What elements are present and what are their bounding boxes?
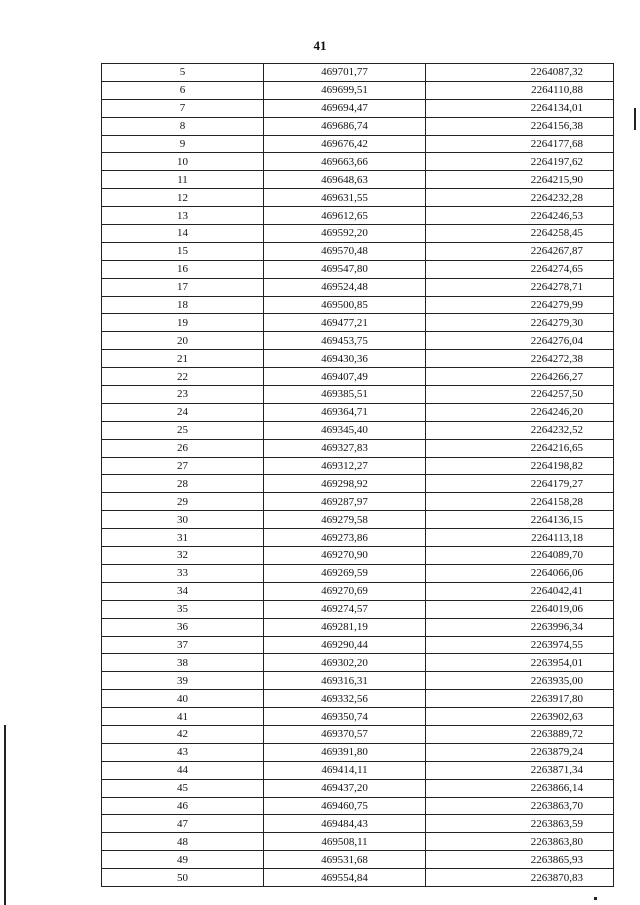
- table-row: [102, 153, 614, 171]
- point-number-cell: 25: [102, 421, 264, 439]
- x-coordinate-cell: 469453,75: [264, 332, 426, 350]
- x-coordinate-cell: 469547,80: [264, 260, 426, 278]
- point-number-cell: 16: [102, 260, 264, 278]
- table-row: [102, 815, 614, 833]
- x-coordinate-cell: 469270,90: [264, 547, 426, 565]
- y-coordinate-cell: 2264042,41: [426, 582, 614, 600]
- x-coordinate-cell: 469676,42: [264, 135, 426, 153]
- y-coordinate-cell: 2264215,90: [426, 171, 614, 189]
- x-coordinate-cell: 469290,44: [264, 636, 426, 654]
- y-coordinate-cell: 2263866,14: [426, 779, 614, 797]
- point-number-cell: 40: [102, 690, 264, 708]
- point-number-cell: 5: [102, 64, 264, 82]
- point-number-cell: 27: [102, 457, 264, 475]
- y-coordinate-cell: 2264279,30: [426, 314, 614, 332]
- point-number-cell: 38: [102, 654, 264, 672]
- table-row: [102, 332, 614, 350]
- table-row: [102, 189, 614, 207]
- table-row: [102, 779, 614, 797]
- x-coordinate-cell: 469274,57: [264, 600, 426, 618]
- point-number-cell: 14: [102, 225, 264, 243]
- table-row: [102, 582, 614, 600]
- table-row: [102, 117, 614, 135]
- x-coordinate-cell: 469364,71: [264, 403, 426, 421]
- point-number-cell: 30: [102, 511, 264, 529]
- x-coordinate-cell: 469302,20: [264, 654, 426, 672]
- scan-artifact-left: [4, 725, 6, 905]
- point-number-cell: 34: [102, 582, 264, 600]
- point-number-cell: 23: [102, 386, 264, 404]
- x-coordinate-cell: 469631,55: [264, 189, 426, 207]
- x-coordinate-cell: 469477,21: [264, 314, 426, 332]
- y-coordinate-cell: 2264216,65: [426, 439, 614, 457]
- y-coordinate-cell: 2264110,88: [426, 81, 614, 99]
- y-coordinate-cell: 2263871,34: [426, 761, 614, 779]
- table-row: [102, 260, 614, 278]
- y-coordinate-cell: 2264066,06: [426, 564, 614, 582]
- x-coordinate-cell: 469350,74: [264, 708, 426, 726]
- y-coordinate-cell: 2264246,53: [426, 207, 614, 225]
- point-number-cell: 44: [102, 761, 264, 779]
- point-number-cell: 7: [102, 99, 264, 117]
- table-row: [102, 99, 614, 117]
- table-row: [102, 529, 614, 547]
- point-number-cell: 21: [102, 350, 264, 368]
- x-coordinate-cell: 469391,80: [264, 743, 426, 761]
- x-coordinate-cell: 469686,74: [264, 117, 426, 135]
- table-row: [102, 636, 614, 654]
- point-number-cell: 41: [102, 708, 264, 726]
- y-coordinate-cell: 2264246,20: [426, 403, 614, 421]
- table-row: [102, 439, 614, 457]
- y-coordinate-cell: 2264279,99: [426, 296, 614, 314]
- y-coordinate-cell: 2263865,93: [426, 851, 614, 869]
- y-coordinate-cell: 2263974,55: [426, 636, 614, 654]
- y-coordinate-cell: 2263902,63: [426, 708, 614, 726]
- table-row: [102, 654, 614, 672]
- point-number-cell: 50: [102, 869, 264, 887]
- point-number-cell: 33: [102, 564, 264, 582]
- y-coordinate-cell: 2264276,04: [426, 332, 614, 350]
- point-number-cell: 29: [102, 493, 264, 511]
- table-row: [102, 135, 614, 153]
- y-coordinate-cell: 2264197,62: [426, 153, 614, 171]
- scan-artifact-dot: [594, 897, 597, 900]
- table-row: [102, 833, 614, 851]
- y-coordinate-cell: 2264258,45: [426, 225, 614, 243]
- x-coordinate-cell: 469524,48: [264, 278, 426, 296]
- x-coordinate-cell: 469437,20: [264, 779, 426, 797]
- x-coordinate-cell: 469699,51: [264, 81, 426, 99]
- table-row: [102, 797, 614, 815]
- table-row: [102, 672, 614, 690]
- point-number-cell: 22: [102, 368, 264, 386]
- x-coordinate-cell: 469570,48: [264, 242, 426, 260]
- point-number-cell: 12: [102, 189, 264, 207]
- y-coordinate-cell: 2264113,18: [426, 529, 614, 547]
- table-row: [102, 457, 614, 475]
- table-row: [102, 475, 614, 493]
- x-coordinate-cell: 469298,92: [264, 475, 426, 493]
- y-coordinate-cell: 2264136,15: [426, 511, 614, 529]
- point-number-cell: 15: [102, 242, 264, 260]
- table-row: [102, 207, 614, 225]
- y-coordinate-cell: 2264257,50: [426, 386, 614, 404]
- table-row: [102, 708, 614, 726]
- scan-artifact-right: [634, 108, 636, 130]
- point-number-cell: 26: [102, 439, 264, 457]
- point-number-cell: 36: [102, 618, 264, 636]
- table-row: [102, 350, 614, 368]
- table-row: [102, 743, 614, 761]
- x-coordinate-cell: 469345,40: [264, 421, 426, 439]
- table-row: [102, 564, 614, 582]
- y-coordinate-cell: 2264267,87: [426, 242, 614, 260]
- coordinates-table-body: [102, 64, 614, 887]
- x-coordinate-cell: 469592,20: [264, 225, 426, 243]
- table-row: [102, 171, 614, 189]
- x-coordinate-cell: 469694,47: [264, 99, 426, 117]
- y-coordinate-cell: 2263935,00: [426, 672, 614, 690]
- x-coordinate-cell: 469508,11: [264, 833, 426, 851]
- y-coordinate-cell: 2264087,32: [426, 64, 614, 82]
- y-coordinate-cell: 2264232,28: [426, 189, 614, 207]
- table-row: [102, 242, 614, 260]
- point-number-cell: 35: [102, 600, 264, 618]
- point-number-cell: 9: [102, 135, 264, 153]
- y-coordinate-cell: 2264089,70: [426, 547, 614, 565]
- point-number-cell: 10: [102, 153, 264, 171]
- table-row: [102, 81, 614, 99]
- y-coordinate-cell: 2264156,38: [426, 117, 614, 135]
- table-row: [102, 618, 614, 636]
- point-number-cell: 17: [102, 278, 264, 296]
- x-coordinate-cell: 469414,11: [264, 761, 426, 779]
- table-row: [102, 296, 614, 314]
- x-coordinate-cell: 469612,65: [264, 207, 426, 225]
- x-coordinate-cell: 469370,57: [264, 725, 426, 743]
- point-number-cell: 37: [102, 636, 264, 654]
- x-coordinate-cell: 469332,56: [264, 690, 426, 708]
- x-coordinate-cell: 469316,31: [264, 672, 426, 690]
- x-coordinate-cell: 469281,19: [264, 618, 426, 636]
- x-coordinate-cell: 469287,97: [264, 493, 426, 511]
- y-coordinate-cell: 2264198,82: [426, 457, 614, 475]
- point-number-cell: 42: [102, 725, 264, 743]
- point-number-cell: 8: [102, 117, 264, 135]
- page-number: 41: [313, 38, 327, 53]
- coordinates-table: [101, 63, 614, 887]
- y-coordinate-cell: 2264272,38: [426, 350, 614, 368]
- y-coordinate-cell: 2264179,27: [426, 475, 614, 493]
- y-coordinate-cell: 2263870,83: [426, 869, 614, 887]
- point-number-cell: 18: [102, 296, 264, 314]
- x-coordinate-cell: 469430,36: [264, 350, 426, 368]
- point-number-cell: 6: [102, 81, 264, 99]
- x-coordinate-cell: 469312,27: [264, 457, 426, 475]
- x-coordinate-cell: 469407,49: [264, 368, 426, 386]
- y-coordinate-cell: 2264134,01: [426, 99, 614, 117]
- table-row: [102, 421, 614, 439]
- x-coordinate-cell: 469663,66: [264, 153, 426, 171]
- table-row: [102, 493, 614, 511]
- y-coordinate-cell: 2263996,34: [426, 618, 614, 636]
- point-number-cell: 45: [102, 779, 264, 797]
- table-row: [102, 725, 614, 743]
- table-row: [102, 403, 614, 421]
- table-row: [102, 547, 614, 565]
- table-row: [102, 851, 614, 869]
- table-row: [102, 64, 614, 82]
- point-number-cell: 48: [102, 833, 264, 851]
- y-coordinate-cell: 2264266,27: [426, 368, 614, 386]
- table-row: [102, 690, 614, 708]
- point-number-cell: 49: [102, 851, 264, 869]
- table-row: [102, 511, 614, 529]
- y-coordinate-cell: 2264019,06: [426, 600, 614, 618]
- y-coordinate-cell: 2263863,80: [426, 833, 614, 851]
- point-number-cell: 39: [102, 672, 264, 690]
- y-coordinate-cell: 2264274,65: [426, 260, 614, 278]
- x-coordinate-cell: 469648,63: [264, 171, 426, 189]
- x-coordinate-cell: 469460,75: [264, 797, 426, 815]
- x-coordinate-cell: 469554,84: [264, 869, 426, 887]
- x-coordinate-cell: 469327,83: [264, 439, 426, 457]
- y-coordinate-cell: 2264232,52: [426, 421, 614, 439]
- point-number-cell: 19: [102, 314, 264, 332]
- y-coordinate-cell: 2263889,72: [426, 725, 614, 743]
- point-number-cell: 43: [102, 743, 264, 761]
- x-coordinate-cell: 469279,58: [264, 511, 426, 529]
- table-row: [102, 600, 614, 618]
- point-number-cell: 20: [102, 332, 264, 350]
- y-coordinate-cell: 2264278,71: [426, 278, 614, 296]
- table-row: [102, 314, 614, 332]
- x-coordinate-cell: 469484,43: [264, 815, 426, 833]
- point-number-cell: 24: [102, 403, 264, 421]
- x-coordinate-cell: 469531,68: [264, 851, 426, 869]
- y-coordinate-cell: 2263954,01: [426, 654, 614, 672]
- table-row: [102, 386, 614, 404]
- y-coordinate-cell: 2263917,80: [426, 690, 614, 708]
- y-coordinate-cell: 2264158,28: [426, 493, 614, 511]
- x-coordinate-cell: 469385,51: [264, 386, 426, 404]
- x-coordinate-cell: 469269,59: [264, 564, 426, 582]
- table-row: [102, 225, 614, 243]
- x-coordinate-cell: 469500,85: [264, 296, 426, 314]
- table-row: [102, 368, 614, 386]
- x-coordinate-cell: 469273,86: [264, 529, 426, 547]
- table-row: [102, 869, 614, 887]
- y-coordinate-cell: 2263879,24: [426, 743, 614, 761]
- x-coordinate-cell: 469701,77: [264, 64, 426, 82]
- point-number-cell: 31: [102, 529, 264, 547]
- y-coordinate-cell: 2264177,68: [426, 135, 614, 153]
- x-coordinate-cell: 469270,69: [264, 582, 426, 600]
- y-coordinate-cell: 2263863,59: [426, 815, 614, 833]
- point-number-cell: 11: [102, 171, 264, 189]
- point-number-cell: 32: [102, 547, 264, 565]
- table-row: [102, 278, 614, 296]
- point-number-cell: 13: [102, 207, 264, 225]
- point-number-cell: 46: [102, 797, 264, 815]
- point-number-cell: 28: [102, 475, 264, 493]
- y-coordinate-cell: 2263863,70: [426, 797, 614, 815]
- table-row: [102, 761, 614, 779]
- point-number-cell: 47: [102, 815, 264, 833]
